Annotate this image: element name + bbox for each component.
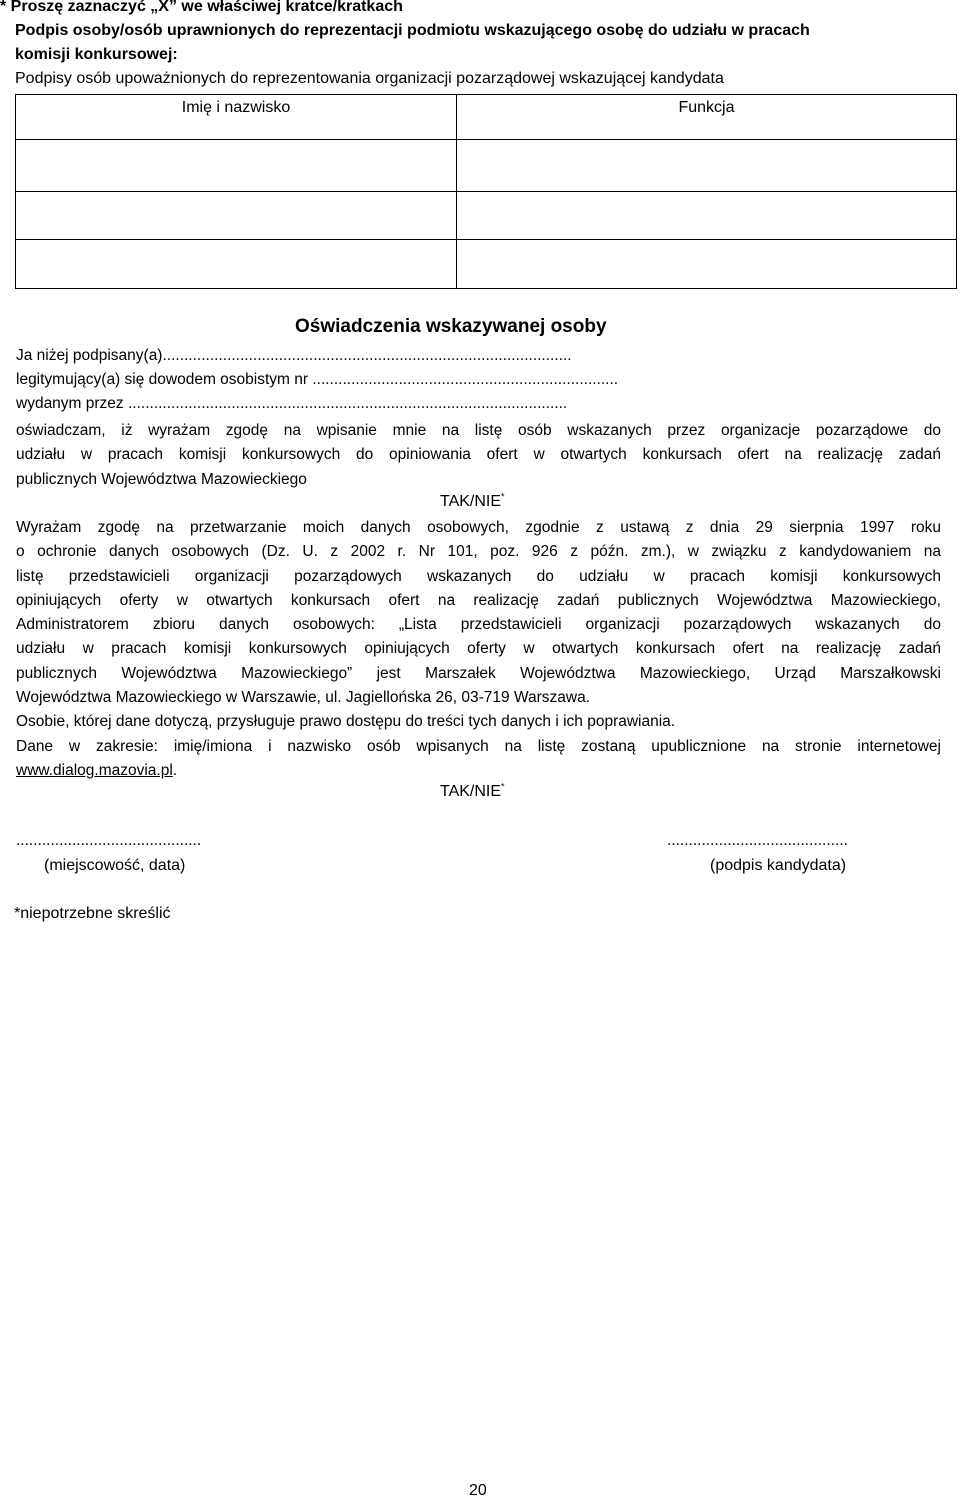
function-cell[interactable] [457, 192, 957, 240]
footnote-marker: * [501, 781, 505, 792]
paragraph-line: publicznych Województwa Mazowieckiego [16, 470, 307, 488]
paragraph-line: Województwa Mazowieckiego w Warszawie, ul. Jagiellońska 26, 03-719 Warszawa. [16, 689, 591, 707]
place-date-line[interactable]: ........................................... [16, 832, 202, 849]
footnote: *niepotrzebne skreślić [14, 905, 171, 922]
paragraph-line: o ochronie danych osobowych (Dz. U. z 2002 r. Nr 101, poz. 926 z późn. zm.), w związku z kandydowaniem na [16, 543, 941, 561]
publish-link-line [16, 759, 941, 783]
paragraph-line: udziału w pracach komisji konkursowych opiniujących oferty w otwartych konkursach ofert na realizację zadań [16, 640, 941, 658]
issued-by-field[interactable]: wydanym przez ...................................................................................................... [16, 395, 568, 412]
website-link[interactable]: www.dialog.mazovia.pl [16, 761, 173, 779]
signature-table-caption: Podpisy osób upoważnionych do reprezentowania organizacji pozarządowej wskazującej kandydata [15, 70, 724, 87]
name-cell[interactable] [16, 240, 457, 289]
footnote-marker: * [501, 491, 505, 502]
place-date-label: (miejscowość, data) [44, 857, 186, 874]
tak-nie-choice-1[interactable] [440, 493, 505, 511]
column-header-name: Imię i nazwisko [16, 95, 457, 140]
representative-signature-heading-cont: komisji konkursowej: [15, 46, 178, 63]
paragraph-line: Dane w zakresie: imię/imiona i nazwisko osób wpisanych na listę zostaną upublicznione na stronie internetowej [16, 737, 941, 755]
consent-data-processing-paragraph [16, 516, 941, 783]
representative-signature-heading: Podpis osoby/osób uprawnionych do reprezentacji podmiotu wskazującego osobę do udziału w pracach [15, 22, 810, 39]
paragraph-line: Wyrażam zgodę na przetwarzanie moich danych osobowych, zgodnie z ustawą z dnia 29 sierpnia 1997 roku [16, 519, 941, 536]
signature-table [15, 94, 957, 289]
paragraph-line: oświadczam, iż wyrażam zgodę na wpisanie mnie na listę osób wskazanych przez organizacje pozarządowe do [16, 422, 941, 439]
column-header-function: Funkcja [457, 95, 957, 140]
function-cell[interactable] [457, 140, 957, 192]
function-cell[interactable] [457, 240, 957, 289]
consent-list-paragraph [16, 419, 941, 492]
name-field[interactable]: Ja niżej podpisany(a)............................................................................................... [16, 347, 572, 364]
tak-nie-label: TAK/NIE [440, 493, 502, 510]
tak-nie-choice-2[interactable] [440, 783, 505, 801]
id-number-field[interactable]: legitymujący(a) się dowodem osobistym nr ....................................................................... [16, 371, 619, 388]
statement-title: Oświadczenia wskazywanej osoby [295, 316, 607, 337]
tak-nie-label: TAK/NIE [440, 783, 502, 800]
paragraph-line: udziału w pracach komisji konkursowych do opiniowania ofert w otwartych konkursach ofert na realizację zadań [16, 446, 941, 464]
candidate-signature-label: (podpis kandydata) [710, 857, 847, 874]
name-cell[interactable] [16, 140, 457, 192]
paragraph-line: listę przedstawicieli organizacji pozarządowych wskazanych do udziału w pracach komisji konkursowych [16, 567, 941, 585]
paragraph-line: publicznych Województwa Mazowieckiego” jest Marszałek Województwa Mazowieckiego, Urząd Marszałkowski [16, 664, 941, 682]
paragraph-line: Administratorem zbioru danych osobowych: „Lista przedstawicieli organizacji pozarządowych wskazanych do [16, 616, 941, 634]
instruction-line: * Proszę zaznaczyć „X” we właściwej kratce/kratkach [0, 0, 403, 15]
name-cell[interactable] [16, 192, 457, 240]
paragraph-line: opiniujących oferty w otwartych konkursach ofert na realizację zadań publicznych Województwa Mazowieckiego, [16, 591, 941, 609]
page-number: 20 [469, 1482, 487, 1499]
period: . [172, 761, 178, 779]
access-rights-line: Osobie, której dane dotyczą, przysługuje prawo dostępu do treści tych danych i ich poprawiania. [16, 713, 676, 731]
candidate-signature-line[interactable]: .......................................... [667, 832, 848, 849]
